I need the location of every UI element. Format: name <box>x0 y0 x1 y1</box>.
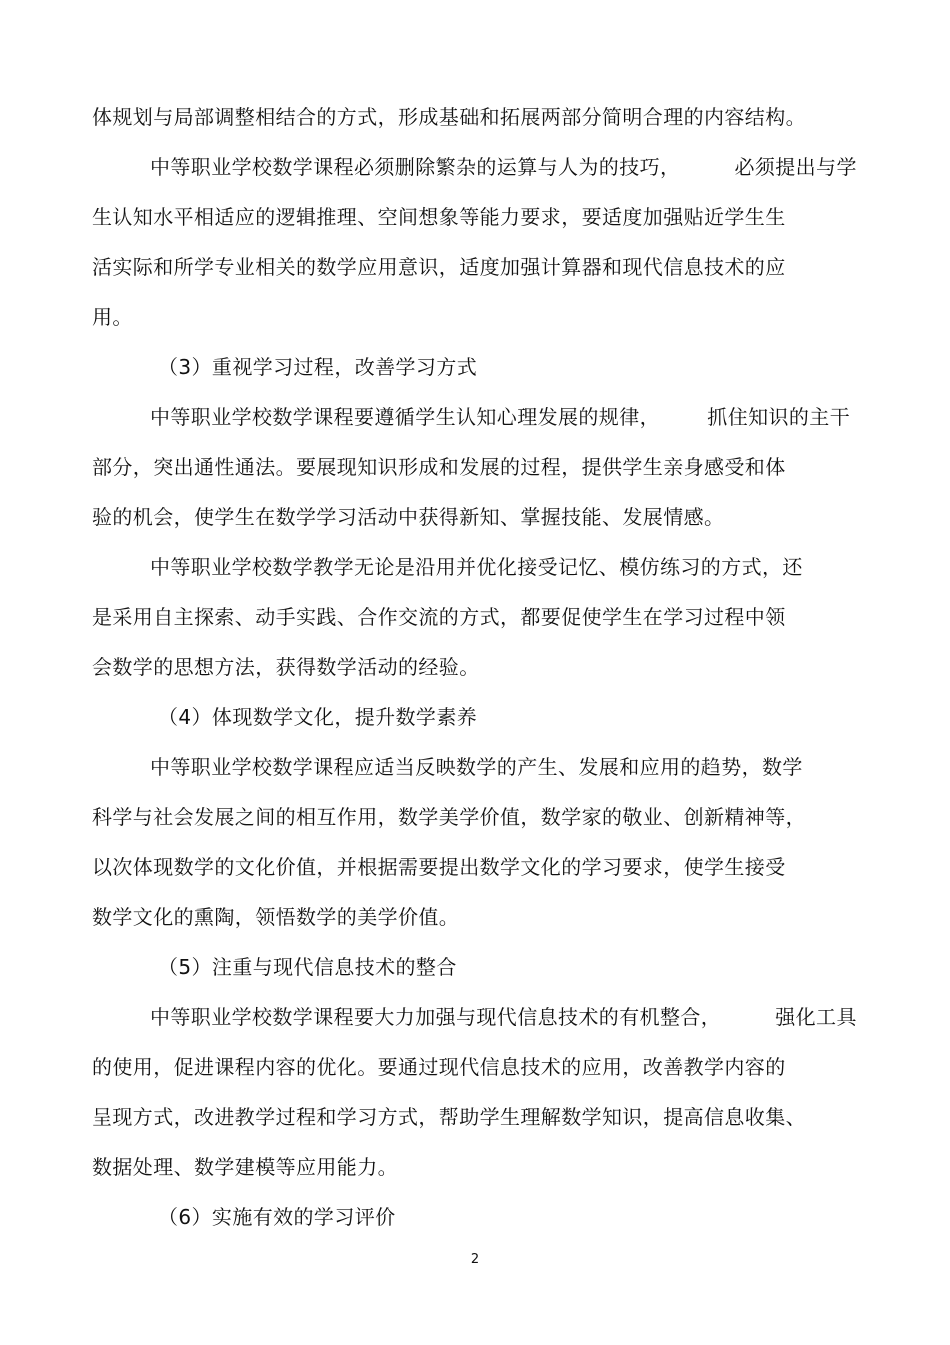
text-line-12: 会数学的思想方法，获得数学活动的经验。 <box>92 655 480 679</box>
text-line-1: 体规划与局部调整相结合的方式，形成基础和拓展两部分简明合理的内容结构。 <box>92 105 806 129</box>
section-heading-4: （4）体现数学文化，提升数学素养 <box>158 705 478 729</box>
text-line-20: 的使用，促进课程内容的优化。要通过现代信息技术的应用，改善教学内容的 <box>92 1055 786 1079</box>
text-line-16: 以次体现数学的文化价值，并根据需要提出数学文化的学习要求，使学生接受 <box>92 855 786 879</box>
text-line-5: 用。 <box>92 305 133 329</box>
text-line-21: 呈现方式，改进教学过程和学习方式，帮助学生理解数学知识，提高信息收集、 <box>92 1105 806 1129</box>
text-line-7: 中等职业学校数学课程要遵循学生认知心理发展的规律， 抓住知识的主干 <box>150 405 851 429</box>
text-line-8: 部分，突出通性通法。要展现知识形成和发展的过程，提供学生亲身感受和体 <box>92 455 786 479</box>
section-heading-6: （6）实施有效的学习评价 <box>158 1205 396 1229</box>
text-line-11: 是采用自主探索、动手实践、合作交流的方式，都要促使学生在学习过程中领 <box>92 605 786 629</box>
page-number: 2 <box>470 1252 480 1267</box>
text-line-14: 中等职业学校数学课程应适当反映数学的产生、发展和应用的趋势，数学 <box>150 755 803 779</box>
section-heading-3: （3）重视学习过程，改善学习方式 <box>158 355 478 379</box>
text-line-17: 数学文化的熏陶，领悟数学的美学价值。 <box>92 905 460 929</box>
text-line-19: 中等职业学校数学课程要大力加强与现代信息技术的有机整合， 强化工具 <box>150 1005 857 1029</box>
section-heading-5: （5）注重与现代信息技术的整合 <box>158 955 457 979</box>
text-line-2: 中等职业学校数学课程必须删除繁杂的运算与人为的技巧， 必须提出与学 <box>150 155 857 179</box>
text-line-9: 验的机会，使学生在数学学习活动中获得新知、掌握技能、发展情感。 <box>92 505 725 529</box>
text-line-15: 科学与社会发展之间的相互作用，数学美学价值，数学家的敬业、创新精神等， <box>92 805 806 829</box>
text-line-22: 数据处理、数学建模等应用能力。 <box>92 1155 398 1179</box>
text-line-10: 中等职业学校数学教学无论是沿用并优化接受记忆、模仿练习的方式，还 <box>150 555 803 579</box>
text-line-4: 活实际和所学专业相关的数学应用意识，适度加强计算器和现代信息技术的应 <box>92 255 786 279</box>
text-line-3: 生认知水平相适应的逻辑推理、空间想象等能力要求，要适度加强贴近学生生 <box>92 205 786 229</box>
